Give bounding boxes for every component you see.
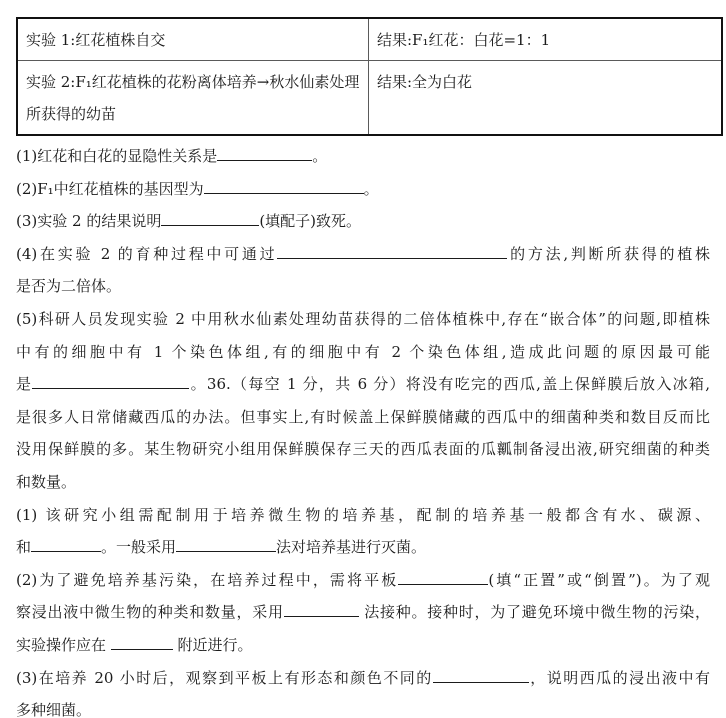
text-line xyxy=(16,173,710,206)
text-segment: (4)在实验 2 的育种过程中可通过 xyxy=(16,244,278,263)
text-line xyxy=(16,205,710,238)
result-1-text: 结果:F₁红花：白花=1：1 xyxy=(377,31,551,49)
text-line xyxy=(16,368,710,401)
fill-in-blank-underline xyxy=(204,180,364,194)
text-segment: (3)在培养 20 小时后，观察到平板上有形态和颜色不同的 xyxy=(16,668,433,687)
experiment-1-text: 实验 1:红花植株自交 xyxy=(26,31,166,49)
result-2-cell xyxy=(369,61,723,136)
text-line xyxy=(16,629,710,662)
text-line xyxy=(16,433,710,466)
text-line xyxy=(16,466,710,499)
text-segment: 法对培养基进行灭菌。 xyxy=(276,538,427,557)
text-line xyxy=(16,401,710,434)
experiment-results-table xyxy=(16,17,723,136)
text-line xyxy=(16,564,710,597)
question-text-block xyxy=(16,140,710,718)
text-segment: 多种细菌。 xyxy=(16,701,92,718)
text-segment: 。一般采用 xyxy=(101,538,177,557)
text-segment: 附近进行。 xyxy=(172,635,253,654)
text-line xyxy=(16,596,710,629)
text-segment: 是很多人日常储藏西瓜的办法。但事实上,有时候盖上保鲜膜储藏的西瓜中的细菌种类和数目反而比 xyxy=(16,407,710,426)
text-segment: 和数量。 xyxy=(16,472,77,491)
text-line xyxy=(16,336,710,369)
text-segment: 中有的细胞中有 1 个染色体组,有的细胞中有 2 个染色体组,造成此问题的原因最可能 xyxy=(16,342,710,361)
text-segment: 实验操作应在 xyxy=(16,635,111,654)
fill-in-blank-underline xyxy=(161,212,259,226)
text-segment: (填配子)致死。 xyxy=(259,212,362,231)
fill-in-blank-underline xyxy=(111,636,173,650)
experiment-2-text-line1: 实验 2:F₁红花植株的花粉离体培养→秋水仙素处理 xyxy=(26,73,360,91)
fill-in-blank-underline xyxy=(284,604,359,618)
text-line xyxy=(16,531,710,564)
text-segment: 察浸出液中微生物的种类和数量，采用 xyxy=(16,603,284,622)
fill-in-blank-underline xyxy=(217,147,312,161)
text-segment: (2)为了避免培养基污染，在培养过程中，需将平板 xyxy=(16,570,399,589)
experiment-2-text-line2: 所获得的幼苗 xyxy=(26,105,117,123)
text-segment: (1)红花和白花的显隐性关系是 xyxy=(16,147,218,165)
text-line xyxy=(16,238,710,271)
text-segment: 没用保鲜膜的多。某生物研究小组用保鲜膜保存三天的西瓜表面的瓜瓤制备浸出液,研究细菌的种类 xyxy=(16,440,710,459)
table-row xyxy=(17,18,722,61)
fill-in-blank-underline xyxy=(32,375,189,389)
table-row xyxy=(17,61,722,136)
text-segment: 和 xyxy=(16,538,32,557)
text-segment: (1) 该研究小组需配制用于培养微生物的培养基，配制的培养基一般都含有水、碳源、 xyxy=(16,505,710,524)
text-segment: 法接种。接种时，为了避免环境中微生物的污染， xyxy=(358,603,710,622)
fill-in-blank-underline xyxy=(31,538,101,552)
text-segment: 的方法,判断所获得的植株 xyxy=(507,244,710,263)
text-line xyxy=(16,140,710,173)
fill-in-blank-underline xyxy=(277,245,507,259)
text-segment: (2)F₁中红花植株的基因型为 xyxy=(16,179,204,198)
text-line xyxy=(16,303,710,336)
result-1-cell xyxy=(369,18,723,61)
text-line xyxy=(16,694,710,718)
text-line xyxy=(16,499,710,532)
result-2-text: 结果:全为白花 xyxy=(377,73,473,91)
text-line xyxy=(16,270,710,303)
fill-in-blank-underline xyxy=(176,538,276,552)
text-segment: 是否为二倍体。 xyxy=(16,277,122,296)
fill-in-blank-underline xyxy=(398,571,488,585)
experiment-2-cell xyxy=(17,61,369,136)
text-segment: (3)实验 2 的结果说明 xyxy=(16,212,162,231)
experiment-1-cell xyxy=(17,18,369,61)
text-segment: 。36.（每空 1 分，共 6 分）将没有吃完的西瓜,盖上保鲜膜后放入冰箱, xyxy=(189,375,710,394)
text-segment: 是 xyxy=(16,375,33,394)
text-segment: (5)科研人员发现实验 2 中用秋水仙素处理幼苗获得的二倍体植株中,存在“嵌合体”的问题,即植株 xyxy=(16,309,710,328)
text-segment: ，说明西瓜的浸出液中有 xyxy=(528,668,710,687)
text-segment: 。 xyxy=(363,179,379,198)
text-segment: (填“正置”或“倒置”)。为了观 xyxy=(488,570,710,589)
text-segment: 。 xyxy=(312,147,328,165)
fill-in-blank-underline xyxy=(433,669,529,683)
text-line xyxy=(16,662,710,695)
